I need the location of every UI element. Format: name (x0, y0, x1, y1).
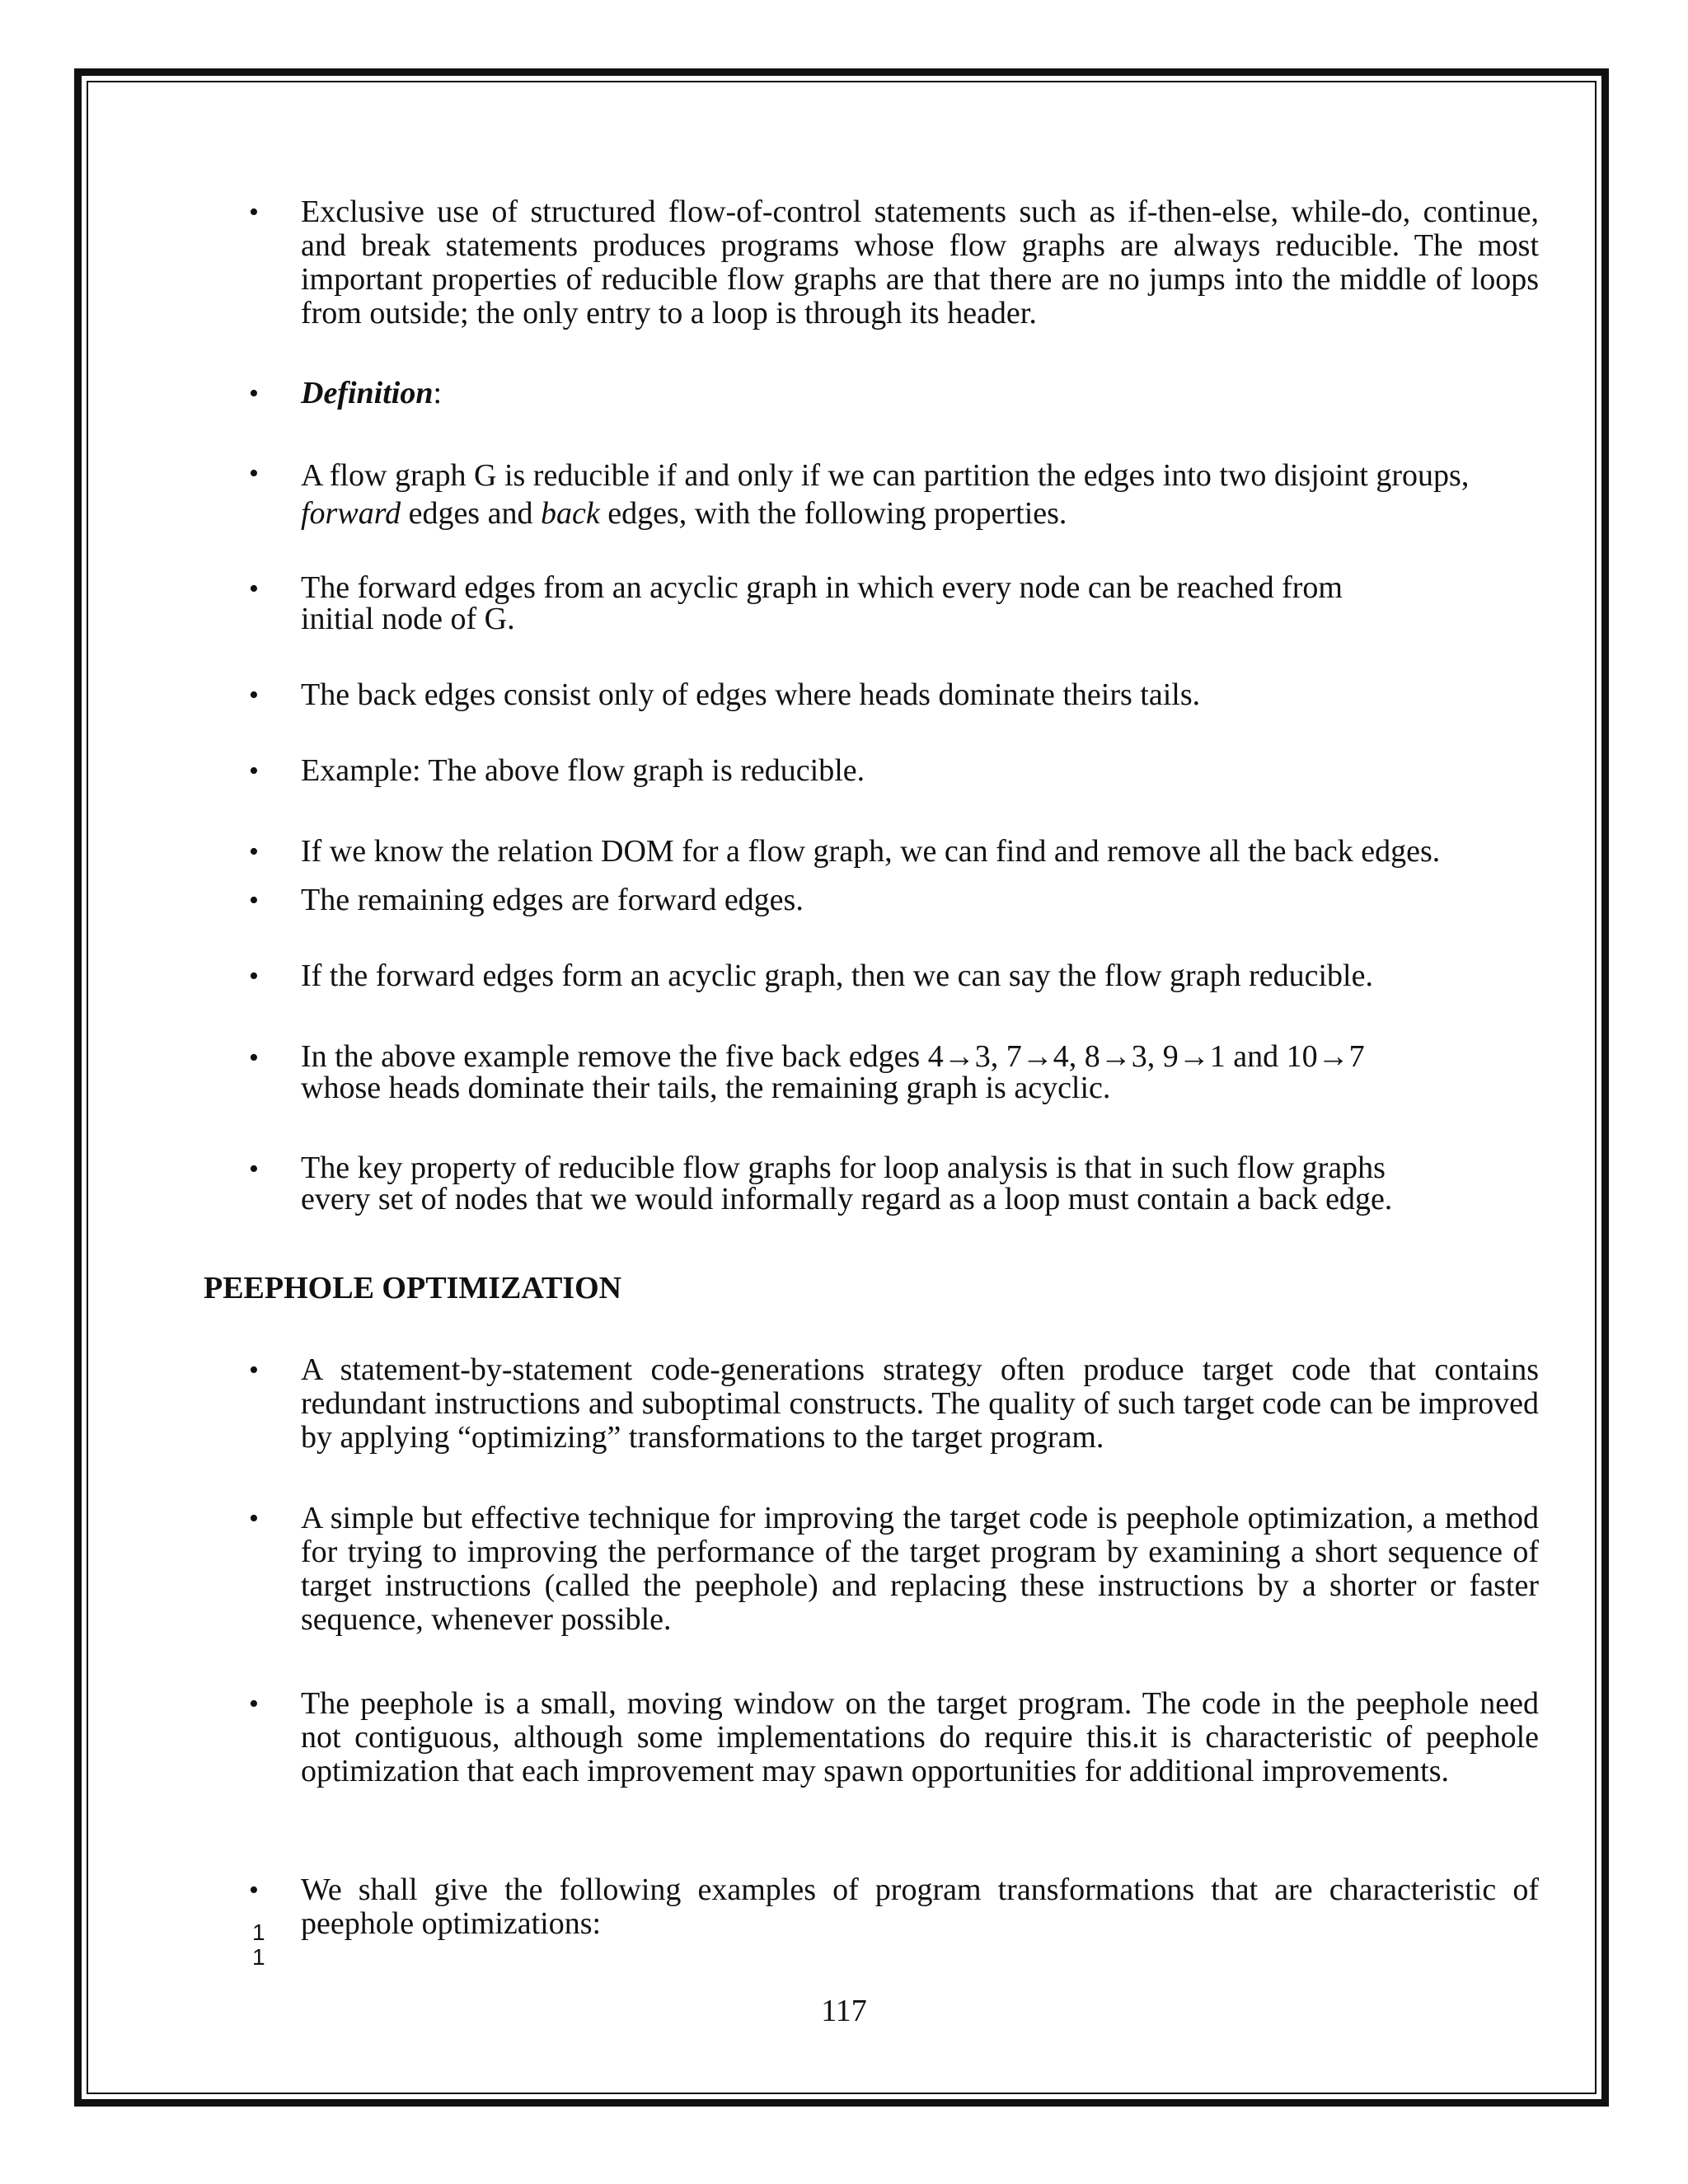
paragraph-remove-back-edges (301, 1041, 1539, 1104)
forward-term: forward (301, 496, 401, 531)
bullet-marker: • (249, 961, 259, 991)
paragraph-structured-flow: Exclusive use of structured flow-of-control statements such as if-then-else, while-do, continue, and break statements produces programs whose flow graphs are always reducible. The most important properties of reducible flow graphs are that there are no jumps into the middle of loops from outside; the only entry to a loop is through its header. (301, 194, 1539, 330)
remove-back-edges-line-1: In the above example remove the five back edges 4→3, 7→4, 8→3, 9→1 and 10→7 (301, 1039, 1365, 1074)
forward-edges-line-1: The forward edges from an acyclic graph in which every node can be reached from (301, 570, 1343, 605)
bullet-marker: • (249, 574, 259, 604)
paragraph-examples-intro: We shall give the following examples of program transformations that are characteristic of peephole optimizations: (301, 1872, 1539, 1941)
definition-colon: : (433, 376, 443, 410)
bullet-marker: • (249, 756, 259, 786)
section-heading: PEEPHOLE OPTIMIZATION (204, 1271, 622, 1305)
paragraph-back-edges: The back edges consist only of edges where heads dominate theirs tails. (301, 677, 1201, 712)
paragraph-forward-edges (301, 572, 1539, 635)
definition-label: Definition (301, 376, 434, 410)
back-term: back (540, 496, 600, 531)
bullet-marker: • (249, 458, 259, 489)
paragraph-reducible-definition (301, 457, 1539, 532)
bullet-marker: • (249, 885, 259, 916)
paragraph-peephole-technique: A simple but effective technique for improving the target code is peephole optimization, a method for trying to improving the performance of the target program by examining a short sequence of target instructions (called the peephole) and replacing these instructions by a shorter or faster sequence, whenever possible. (301, 1501, 1539, 1637)
key-property-line-1: The key property of reducible flow graphs for loop analysis is that in such flow graphs (301, 1151, 1386, 1185)
definition-text-pre: A flow graph G is reducible if and only if we can partition the edges into two disjoint groups, (301, 458, 1470, 493)
bullet-marker: • (249, 1355, 259, 1385)
bullet-marker: • (249, 837, 259, 867)
paragraph-acyclic-forward: If the forward edges form an acyclic graph, then we can say the flow graph reducible. (301, 958, 1373, 993)
remove-back-edges-line-2: whose heads dominate their tails, the remaining graph is acyclic. (301, 1071, 1111, 1105)
definition-text-post: edges, with the following properties. (599, 496, 1067, 531)
definition-text-mid: edges and (401, 496, 541, 531)
paragraph-peephole-window: The peephole is a small, moving window on the target program. The code in the peephole need not contiguous, although some implementations do require this.it is characteristic of peephole optimization that each improvement may spawn opportunities for additional improvements. (301, 1686, 1539, 1788)
bullet-marker: • (249, 680, 259, 710)
definition-heading (301, 377, 1539, 410)
bullet-marker: • (249, 1043, 259, 1073)
bullet-marker: • (249, 1875, 259, 1905)
margin-mark: 1 (252, 1944, 265, 1970)
bullet-marker: • (249, 378, 259, 409)
bullet-marker: • (249, 197, 259, 227)
page-number: 117 (821, 1994, 867, 2028)
paragraph-example: Example: The above flow graph is reducible. (301, 753, 865, 788)
bullet-marker: • (249, 1154, 259, 1184)
forward-edges-line-2: initial node of G. (301, 602, 515, 636)
paragraph-key-property (301, 1152, 1539, 1215)
paragraph-dom-relation: If we know the relation DOM for a flow graph, we can find and remove all the back edges. (301, 834, 1441, 869)
margin-mark: 1 (252, 1919, 265, 1945)
bullet-marker: • (249, 1689, 259, 1719)
bullet-marker: • (249, 1503, 259, 1534)
paragraph-statement-by-statement: A statement-by-statement code-generations strategy often produce target code that contains redundant instructions and suboptimal constructs. The quality of such target code can be improved by applying “optimizing” transformations to the target program. (301, 1352, 1539, 1455)
paragraph-remaining-edges: The remaining edges are forward edges. (301, 883, 804, 917)
key-property-line-2: every set of nodes that we would informally regard as a loop must contain a back edge. (301, 1182, 1393, 1216)
